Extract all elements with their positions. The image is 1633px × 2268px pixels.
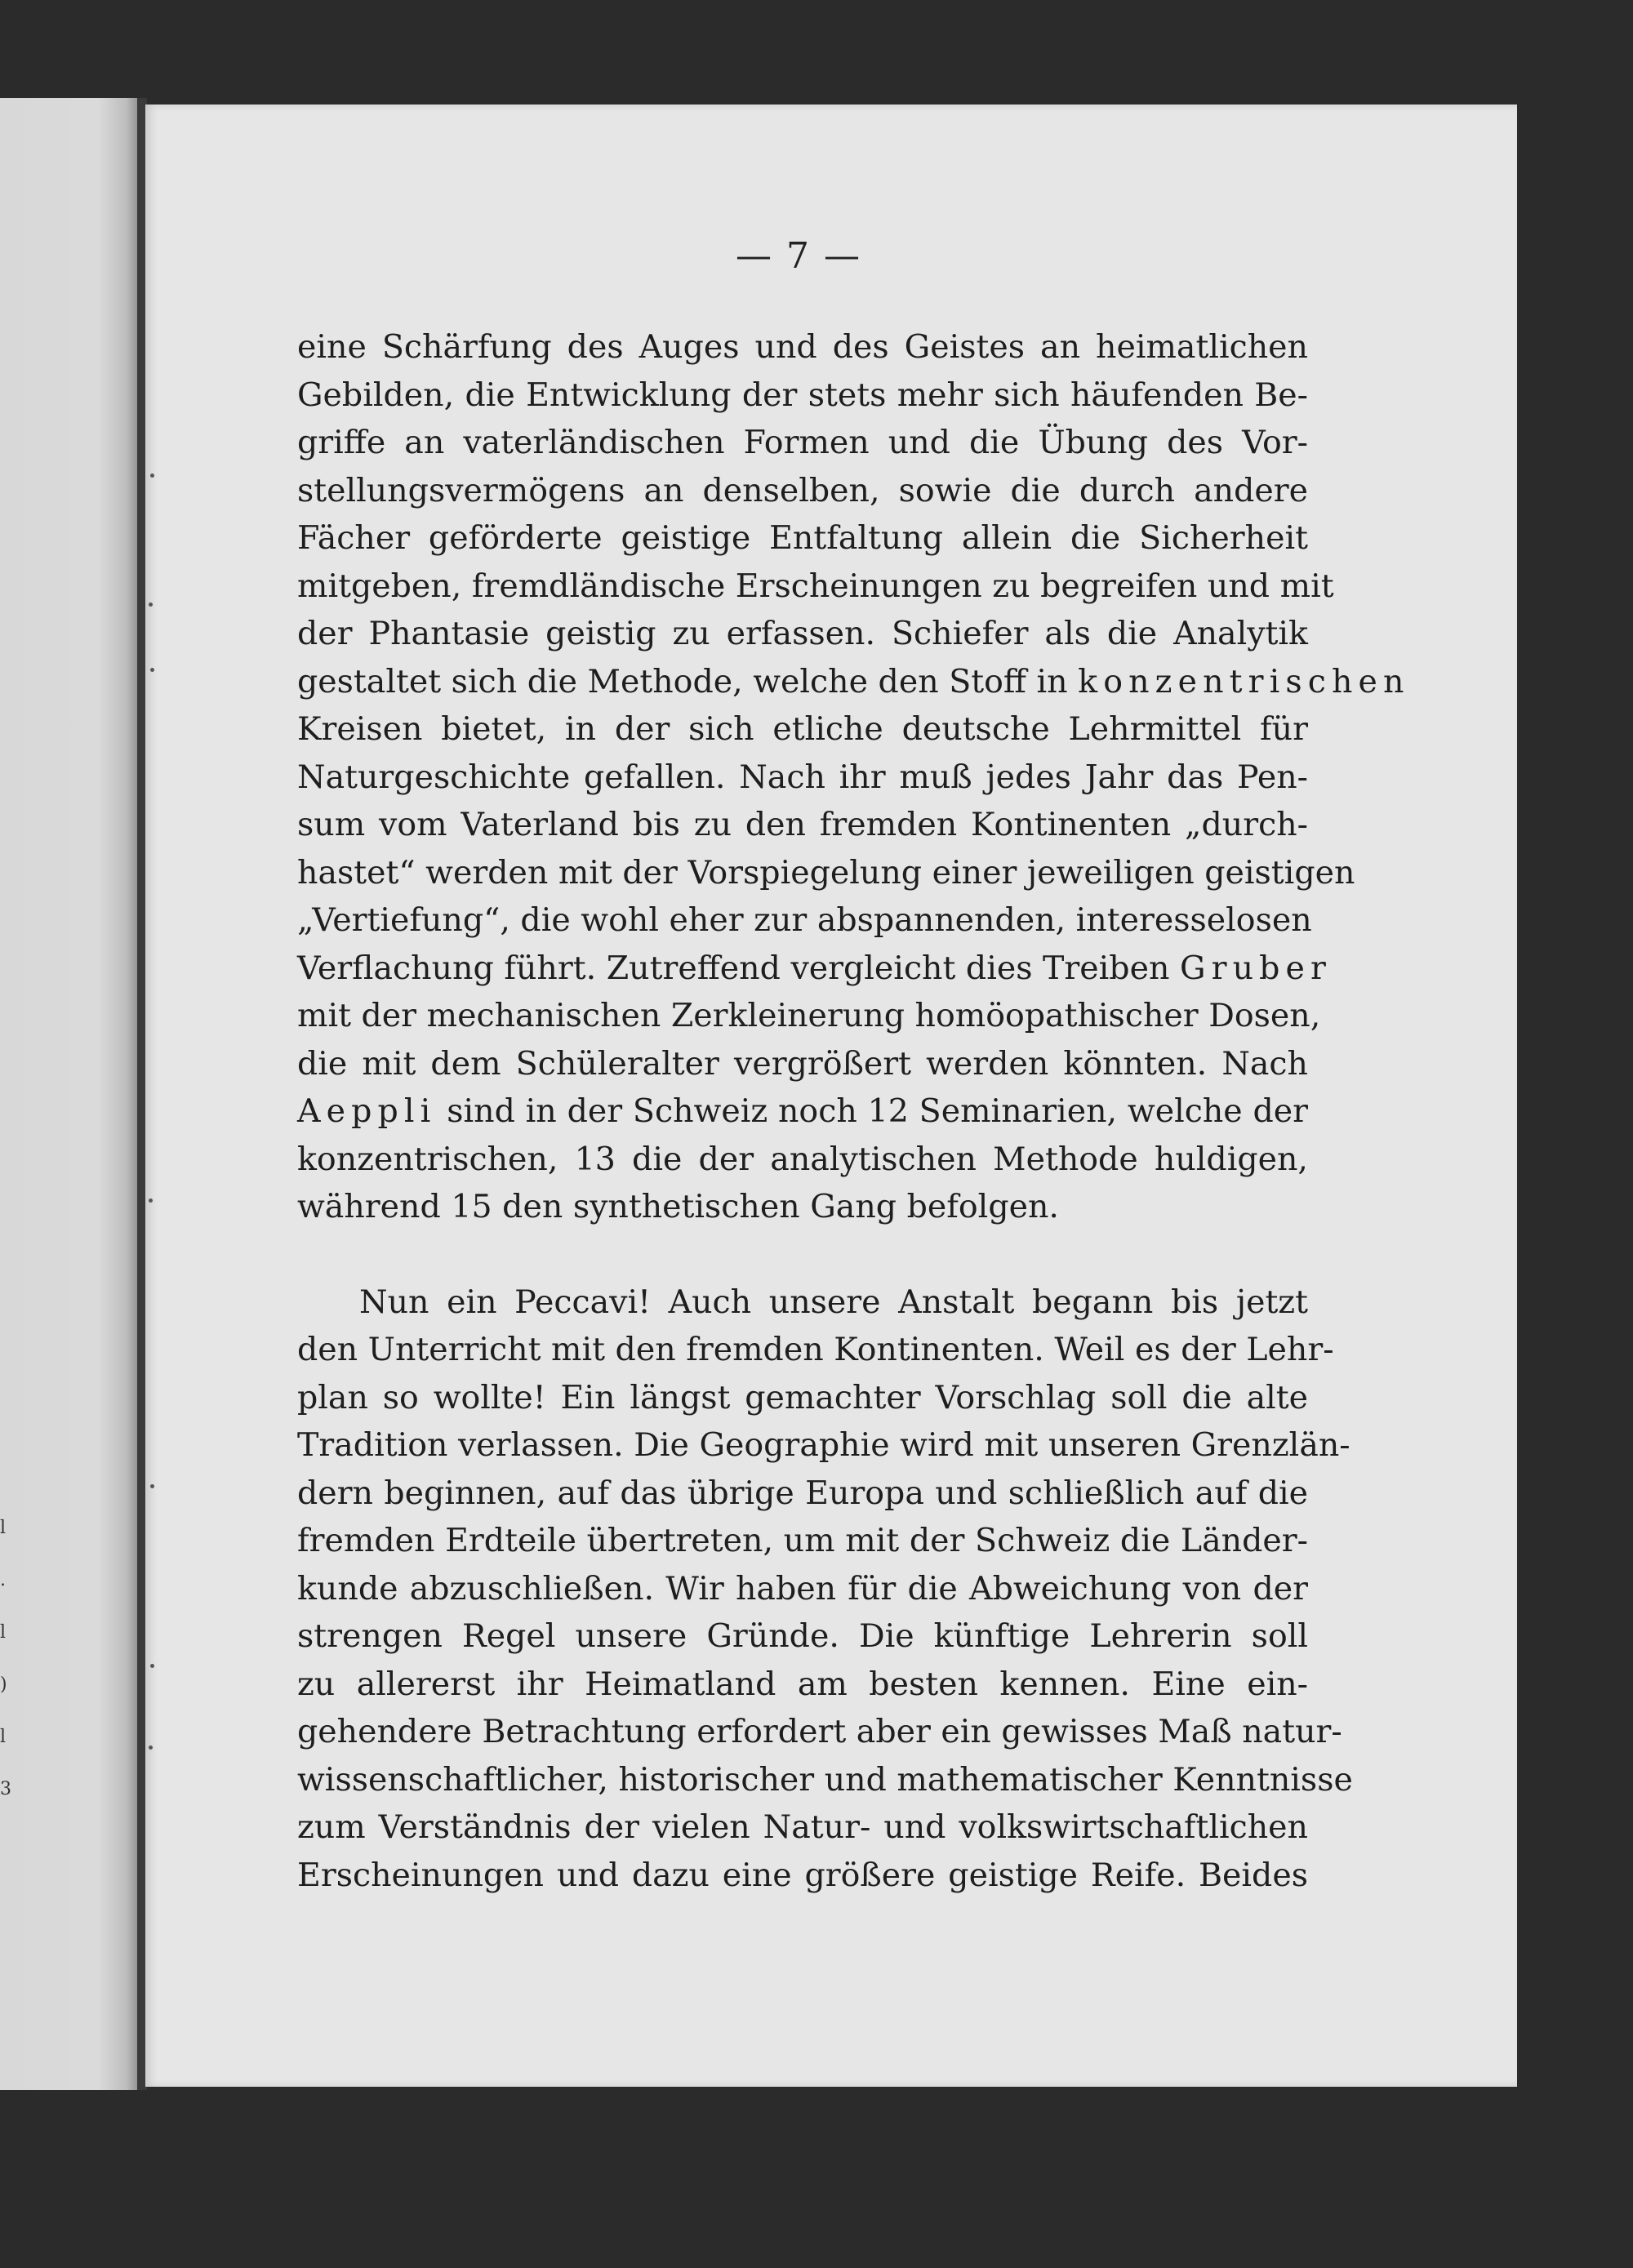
text-segment: gestaltet sich die Methode, welche den Stoff in [297, 662, 1068, 700]
text-line: zum Verständnis der vielen Natur- und volkswirtschaftlichen [297, 1808, 1308, 1846]
text-line: „Vertiefung“, die wohl eher zur abspannenden, interesselosen [297, 901, 1312, 939]
margin-speck [149, 1198, 153, 1203]
text-line: die mit dem Schüleralter vergrößert werden könnten. Nach [297, 1044, 1308, 1083]
text-line: sum vom Vaterland bis zu den fremden Kontinenten „durch- [297, 806, 1308, 843]
margin-speck [150, 474, 154, 478]
text-line: während 15 den synthetischen Gang befolgen. [297, 1188, 1059, 1225]
margin-speck [149, 603, 153, 607]
text-line: Tradition verlassen. Die Geographie wird mit unseren Grenzlän- [297, 1426, 1350, 1464]
text-line [297, 945, 1333, 993]
emphasized-name: Gruber [1179, 949, 1333, 987]
body-text [297, 323, 1410, 1899]
facing-page-edge [0, 98, 140, 2090]
text-line: strengen Regel unsere Gründe. Die künftige Lehrerin soll [297, 1617, 1308, 1655]
text-line: gehendere Betrachtung erfordert aber ein gewisses Maß natur- [297, 1713, 1342, 1750]
text-line: zu allererst ihr Heimatland am besten kennen. Eine ein- [297, 1665, 1308, 1703]
text-line: Gebilden, die Entwicklung der stets mehr sich häufenden Be- [297, 376, 1308, 414]
text-line: plan so wollte! Ein längst gemachter Vorschlag soll die alte [297, 1378, 1308, 1416]
emphasized-name: Aeppli [297, 1092, 437, 1130]
text-line [297, 658, 1410, 706]
text-line: kunde abzuschließen. Wir haben für die Abweichung von der [297, 1569, 1308, 1608]
text-line: fremden Erdteile übertreten, um mit der Schweiz die Länder- [297, 1522, 1308, 1559]
text-line: Nun ein Peccavi! Auch unsere Anstalt begann bis jetzt [359, 1283, 1308, 1321]
text-line: mit der mechanischen Zerkleinerung homöopathischer Dosen, [297, 997, 1321, 1034]
margin-speck [150, 1484, 154, 1488]
margin-speck [149, 1745, 153, 1750]
facing-page-fragments [0, 1502, 11, 2074]
fragment: l [0, 1518, 7, 1538]
text-line: mitgeben, fremdländische Erscheinungen zu begreifen und mit [297, 567, 1334, 605]
fragment: l [0, 1727, 7, 1747]
text-line: eine Schärfung des Auges und des Geistes an heimatlichen [297, 328, 1308, 366]
text-line [297, 1087, 1308, 1136]
fragment: ) [0, 1674, 7, 1695]
text-line: den Unterricht mit den fremden Kontinenten. Weil es der Lehr- [297, 1331, 1334, 1368]
text-line: wissenschaftlicher, historischer und mathematischer Kenntnisse [297, 1760, 1353, 1799]
text-segment: sind in der Schweiz noch 12 Seminarien, welche der [447, 1092, 1308, 1130]
margin-speck [150, 1664, 154, 1668]
margin-speck [150, 668, 154, 672]
emphasized-term: konzentrischen [1078, 662, 1410, 700]
text-line: konzentrischen, 13 die der analytischen Methode huldigen, [297, 1140, 1308, 1178]
text-line: Naturgeschichte gefallen. Nach ihr muß jedes Jahr das Pen- [297, 758, 1308, 796]
text-line: Erscheinungen und dazu eine größere geistige Reife. Beides [297, 1856, 1308, 1894]
text-line: hastet“ werden mit der Vorspiegelung einer jeweiligen geistigen [297, 853, 1355, 892]
fragment: . [0, 1570, 6, 1590]
text-line: der Phantasie geistig zu erfassen. Schiefer als die Analytik [297, 615, 1308, 652]
text-segment: Verflachung führt. Zutreffend vergleicht dies Treiben [297, 949, 1170, 987]
paragraph-gap [297, 1231, 1308, 1279]
text-line: Kreisen bietet, in der sich etliche deutsche Lehrmittel für [297, 710, 1308, 748]
book-page [145, 105, 1517, 2087]
text-line: Fächer geförderte geistige Entfaltung allein die Sicherheit [297, 519, 1308, 557]
fragment: 3 [0, 1779, 11, 1799]
fragment: l [0, 1622, 7, 1643]
text-line: griffe an vaterländischen Formen und die Übung des Vor- [297, 424, 1308, 461]
text-line: stellungsvermögens an denselben, sowie die durch andere [297, 471, 1308, 509]
text-line: dern beginnen, auf das übrige Europa und schließlich auf die [297, 1474, 1308, 1512]
page-number: — 7 — [736, 235, 861, 277]
